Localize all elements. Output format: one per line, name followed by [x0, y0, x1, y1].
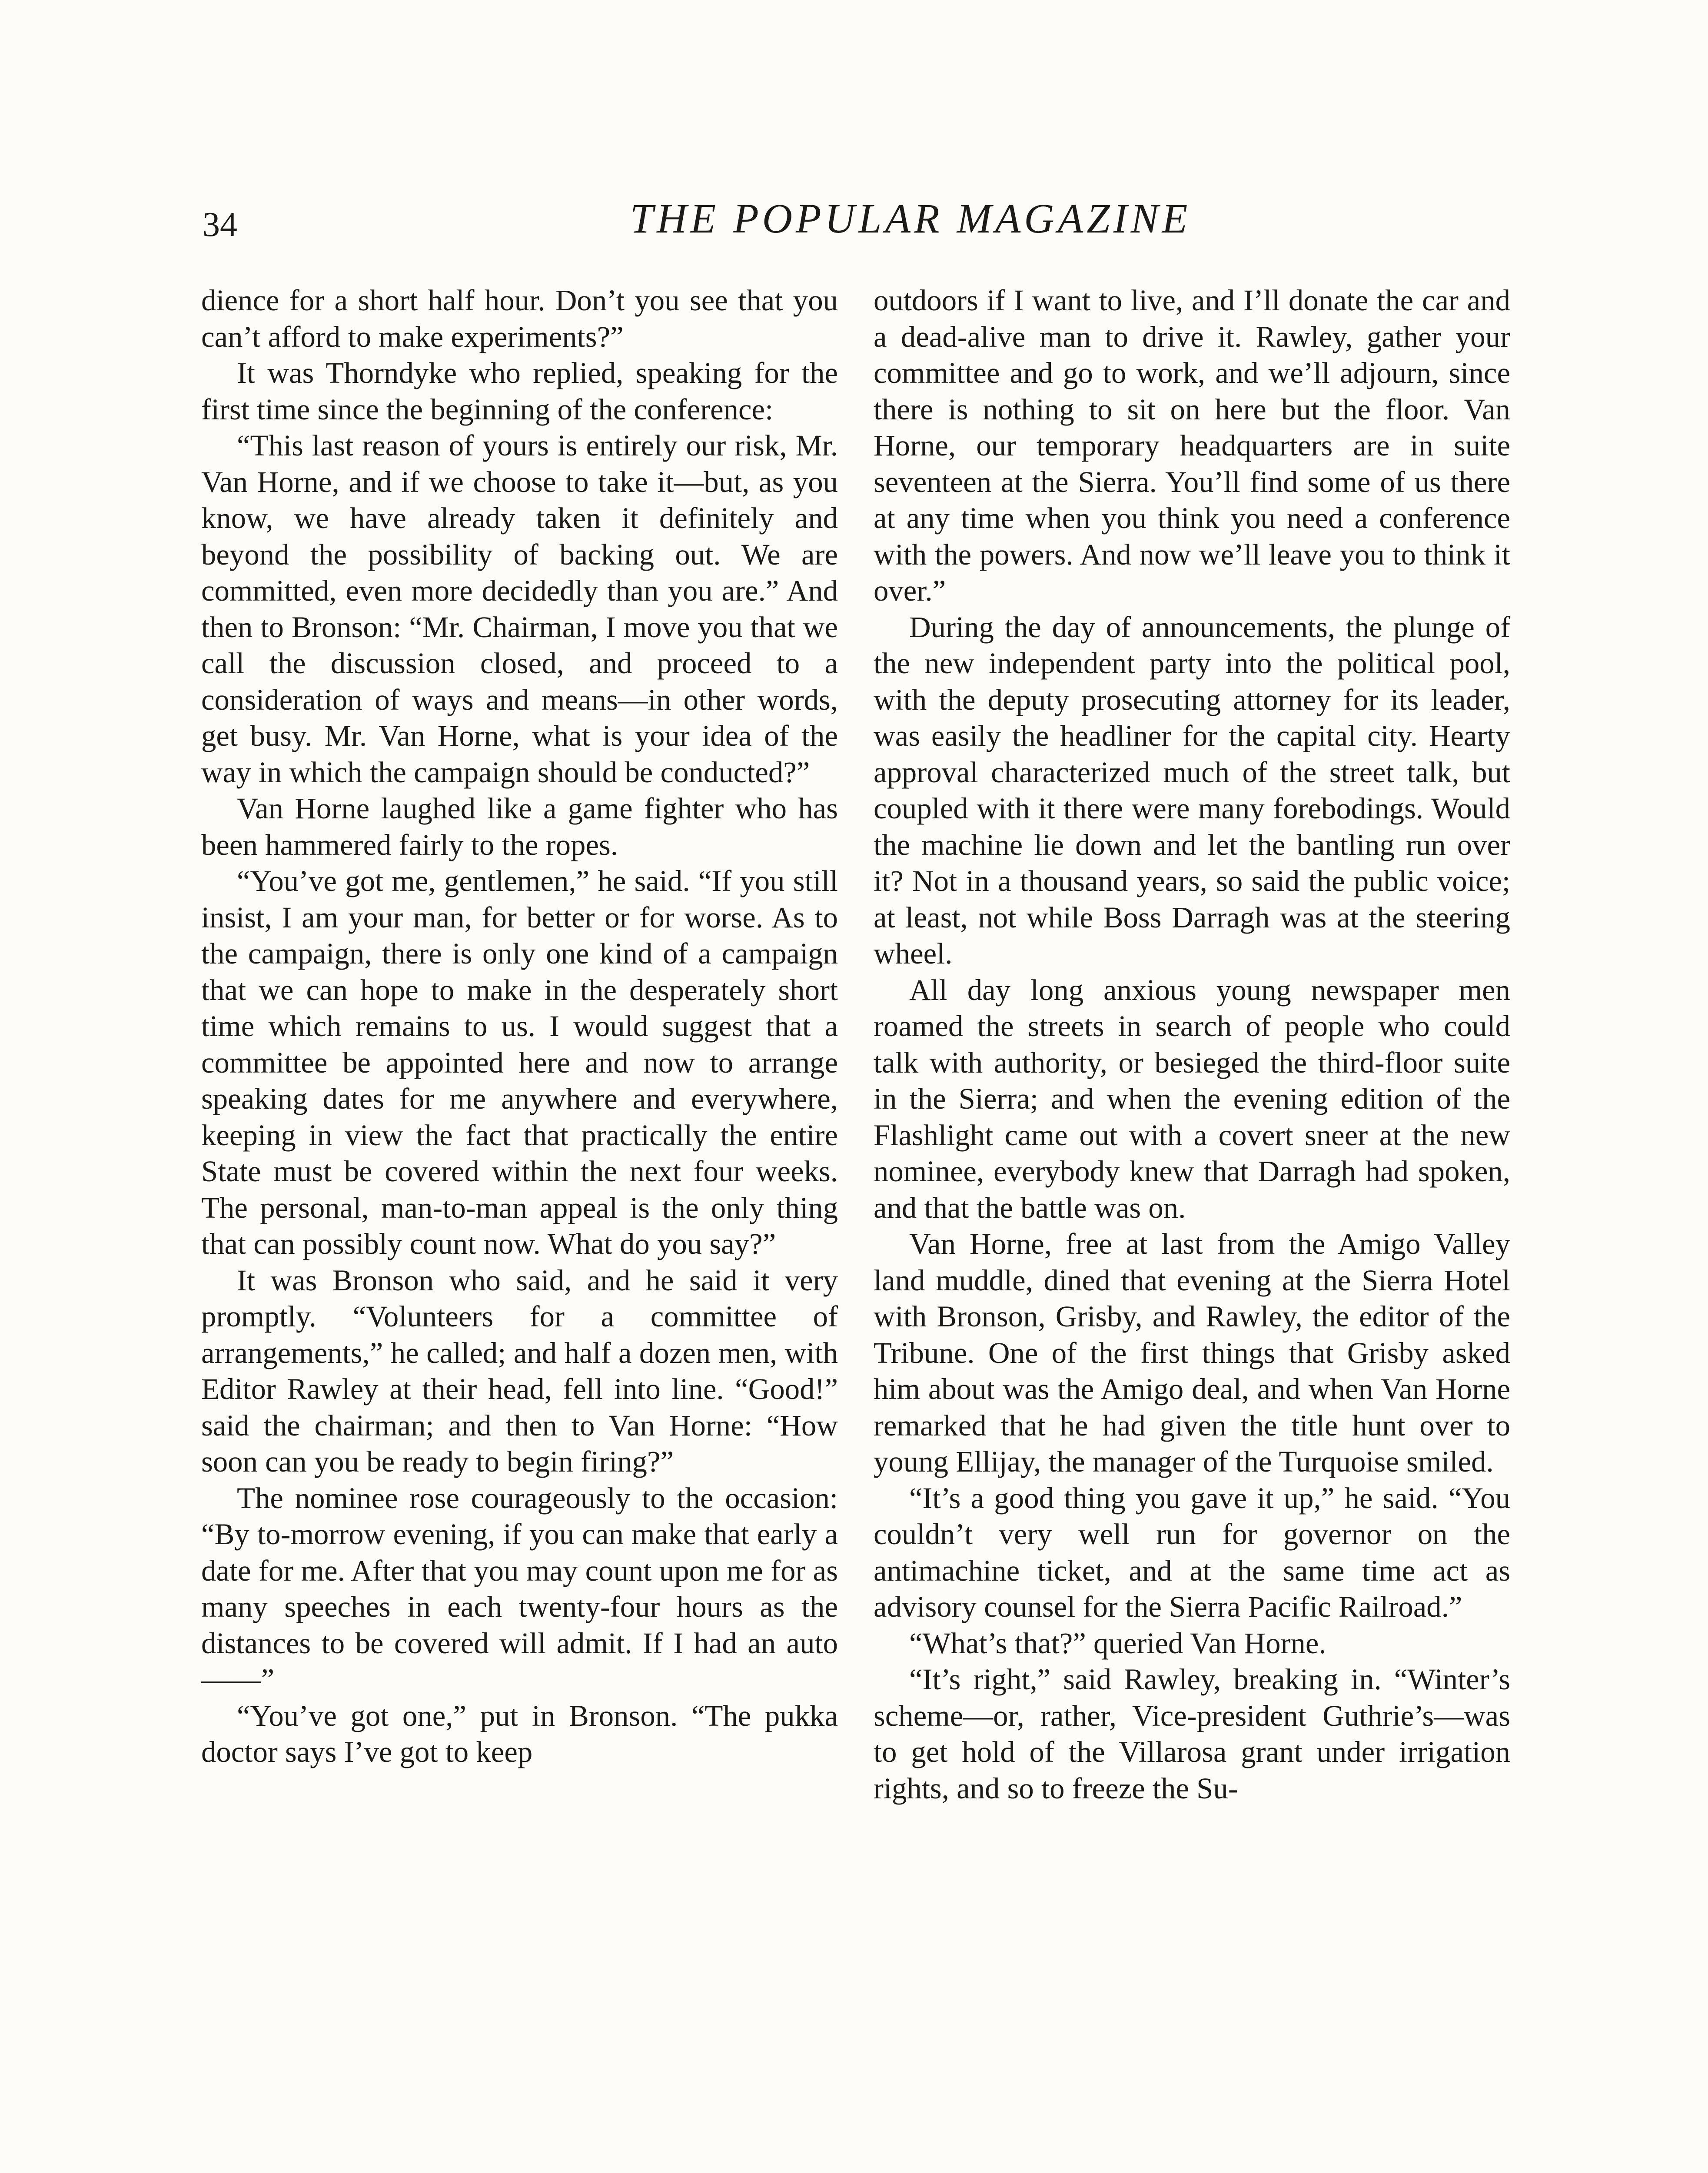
paragraph: During the day of announcements, the plunge of the new independent party into the political pool, with the deputy prosecuting attorney for its leader, was easily the headliner for the capital city. Hearty approval characterized much of the street talk, but coupled with it there were many forebodings. Would the machine lie down and let the bantling run over it? Not in a thousand years, so said the public voice; at least, not while Boss Darragh was at the steering wheel.: [874, 610, 1510, 970]
paragraph: “This last reason of yours is entirely our risk, Mr. Van Horne, and if we choose to take it—but, as you know, we have already taken it definitely and beyond the possibility of backing out. We are committed, even more decidedly than you are.” And then to Bronson: “Mr. Chairman, I move you that we call the discussion closed, and proceed to a consideration of ways and means—in other words, get busy. Mr. Van Horne, what is your idea of the way in which the campaign should be conducted?”: [201, 429, 838, 789]
paragraph: Van Horne, free at last from the Amigo Valley land muddle, dined that evening at the Sierra Hotel with Bronson, Grisby, and Rawley, the editor of the Tribune. One of the first things that Grisby asked him about was the Amigo deal, and when Van Horne remarked that he had given the title hunt over to young Ellijay, the manager of the Turquoise smiled.: [874, 1227, 1510, 1478]
paragraph: All day long anxious young newspaper men roamed the streets in search of people who could talk with authority, or besieged the third-floor suite in the Sierra; and when the evening edition of the Flashlight came out with a covert sneer at the new nominee, everybody knew that Darragh had spoken, and that the battle was on.: [874, 973, 1510, 1224]
paragraph: “It’s a good thing you gave it up,” he said. “You couldn’t very well run for governor on the antimachine ticket, and at the same time act as advisory counsel for the Sierra Pacific Railroad.”: [874, 1481, 1510, 1623]
paragraph: Van Horne laughed like a game fighter who has been hammered fairly to the ropes.: [201, 792, 838, 861]
paragraph: “What’s that?” queried Van Horne.: [909, 1626, 1326, 1660]
running-title: THE POPULAR MAGAZINE: [630, 195, 1191, 242]
paragraph: “It’s right,” said Rawley, breaking in. “Winter’s scheme—or, rather, Vice-president Guthrie’s—was to get hold of the Villarosa grant under irrigation rights, and so to freeze the Su-: [874, 1663, 1510, 1805]
paragraph: The nominee rose courageously to the occasion: “By to-morrow evening, if you can make that early a date for me. After that you may count upon me for as many speeches in each twenty-four hours as the distances to be covered will admit. If I had an auto——”: [201, 1481, 838, 1696]
page-number: 34: [203, 206, 237, 244]
right-column: [874, 282, 1510, 1807]
paragraph: “You’ve got one,” put in Bronson. “The pukka doctor says I’ve got to keep: [201, 1699, 838, 1768]
paragraph: It was Bronson who said, and he said it very promptly. “Volunteers for a committee of arrangements,” he called; and half a dozen men, with Editor Rawley at their head, fell into line. “Good!” said the chairman; and then to Van Horne: “How soon can you be ready to begin firing?”: [201, 1263, 838, 1478]
paragraph: dience for a short half hour. Don’t you see that you can’t afford to make experiments?”: [201, 284, 838, 353]
left-column: [201, 282, 838, 1771]
paragraph: outdoors if I want to live, and I’ll donate the car and a dead-alive man to drive it. Rawley, gather your committee and go to work, and we’ll adjourn, since there is nothing to sit on here but the floor. Van Horne, our temporary headquarters are in suite seventeen at the Sierra. You’ll find some of us there at any time when you think you need a conference with the powers. And now we’ll leave you to think it over.”: [874, 284, 1510, 607]
paragraph: It was Thorndyke who replied, speaking for the first time since the beginning of the conference:: [201, 356, 838, 426]
paragraph: “You’ve got me, gentlemen,” he said. “If you still insist, I am your man, for better or for worse. As to the campaign, there is only one kind of a campaign that we can hope to make in the desperately short time which remains to us. I would suggest that a committee be appointed here and now to arrange speaking dates for me anywhere and everywhere, keeping in view the fact that practically the entire State must be covered within the next four weeks. The personal, man-to-man appeal is the only thing that can possibly count now. What do you say?”: [201, 864, 838, 1260]
page-header: [191, 195, 1630, 254]
